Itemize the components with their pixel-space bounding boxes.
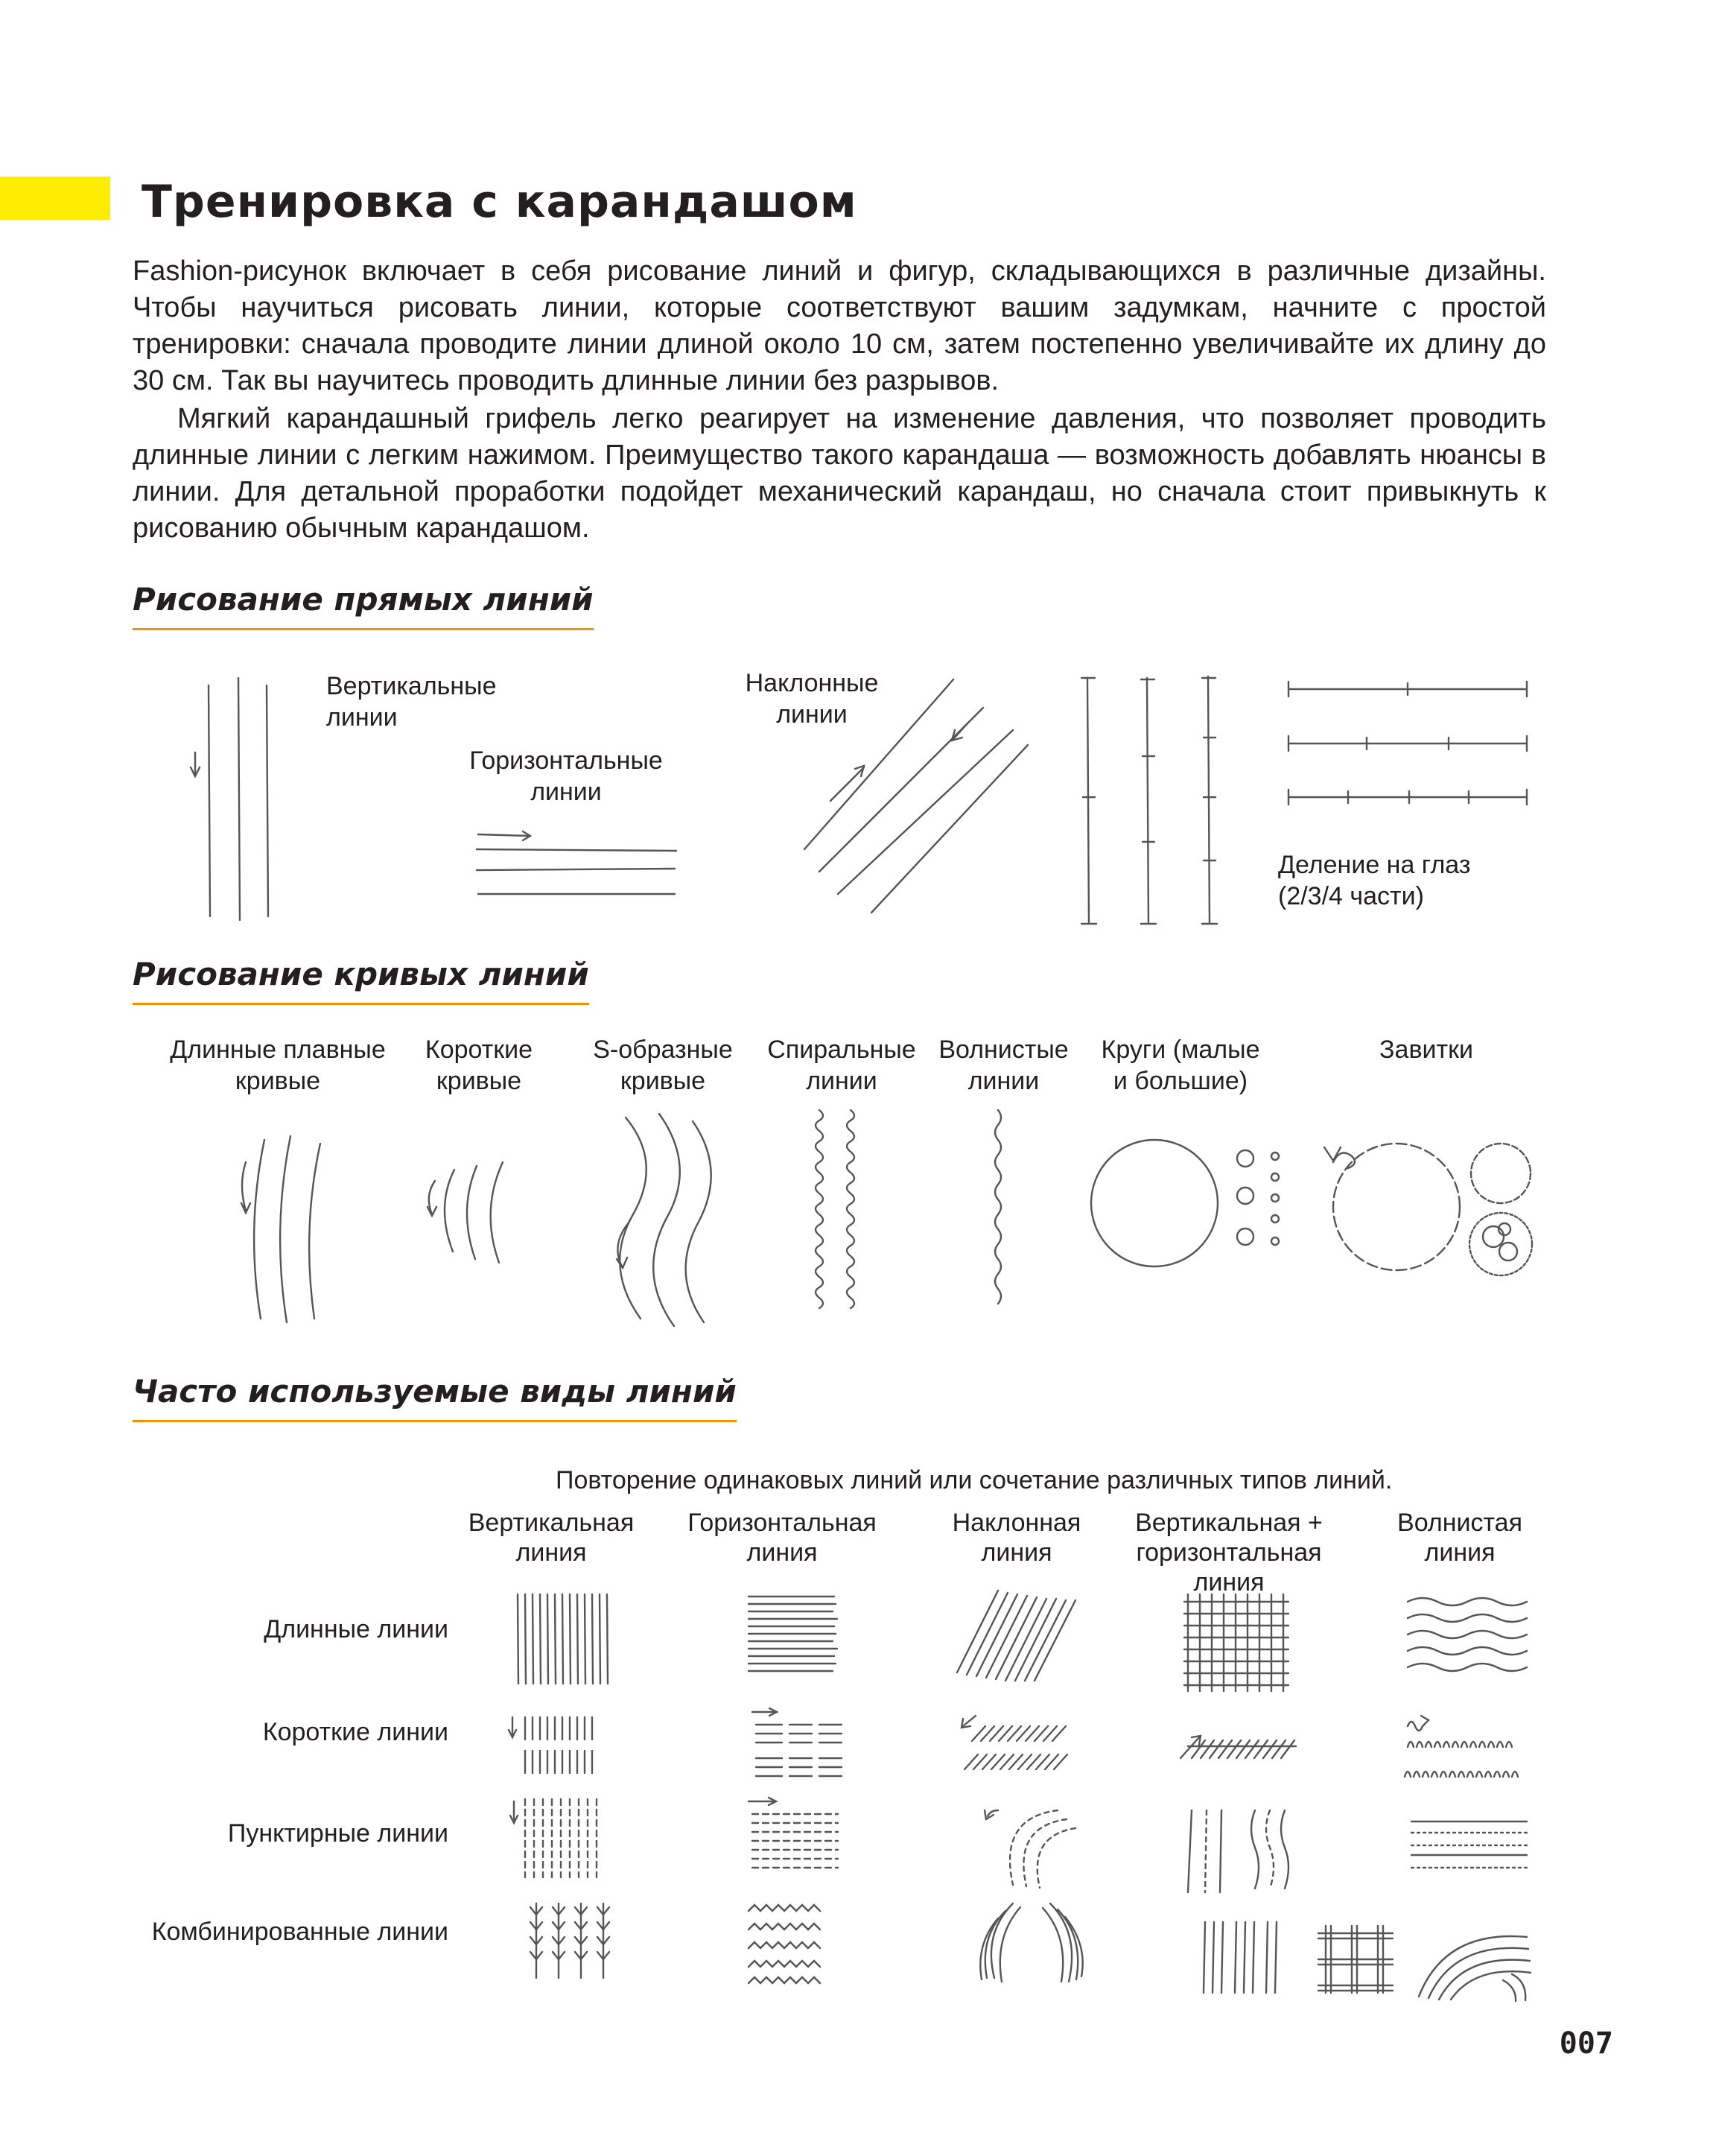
label-short-curves: Короткие кривые [425, 1036, 533, 1095]
curls-drawing [1311, 1125, 1542, 1289]
row-label-combined: Комбинированные линии [151, 1918, 448, 1946]
division-vertical-lines-drawing [1072, 670, 1236, 931]
pattern-combined-arcs [1415, 1922, 1534, 2004]
column-header-wavy: Волнистая линия [1397, 1509, 1522, 1567]
pattern-dotted-horizontal [745, 1795, 842, 1877]
label-wavy-lines: Волнистые линии [938, 1036, 1069, 1095]
intro-paragraph-2: Мягкий карандашный грифель легко реагирует на изменение давления, что позволяет проводить длинные линии с легким нажимом. Преимущество такого карандаша — возможность добавлять нюансы в линии. Для детальной проработки подойдет механический карандаш, но сначала стоит привыкнуть к рисованию обычным карандашом. [133, 403, 1546, 544]
label-s-curves: S-образные кривые [593, 1036, 733, 1095]
label-division: Деление на глаз (2/3/4 части) [1278, 851, 1471, 910]
pattern-short-vertical-horizontal [1177, 1728, 1303, 1773]
row-label-long: Длинные линии [264, 1615, 448, 1643]
pattern-long-vertical [514, 1591, 611, 1687]
wavy-lines-drawing [976, 1103, 1020, 1326]
label-curls: Завитки [1379, 1036, 1473, 1064]
s-curves-drawing [596, 1110, 730, 1334]
column-header-vertical: Вертикальная линия [468, 1509, 635, 1567]
pattern-combined-horizontal [745, 1900, 849, 1989]
short-curves-drawing [417, 1155, 536, 1266]
spiral-lines-drawing [804, 1103, 879, 1326]
page-number: 007 [1559, 2026, 1613, 2061]
vertical-lines-drawing [179, 670, 283, 924]
yellow-accent-bar [0, 177, 110, 220]
diagonal-lines-drawing [797, 670, 1035, 924]
pattern-long-horizontal [745, 1591, 842, 1680]
pattern-dotted-vertical-horizontal [1184, 1803, 1303, 1900]
pattern-combined-diagonal [968, 1896, 1095, 1993]
pattern-short-wavy [1400, 1710, 1531, 1784]
pattern-combined-plaid [1315, 1922, 1396, 1997]
row-label-short: Короткие линии [262, 1718, 448, 1746]
column-header-vertical-horizontal: Вертикальная + горизонтальная линия [1135, 1509, 1323, 1597]
pattern-combined-vertical [529, 1900, 626, 1982]
row-label-dotted: Пунктирные линии [227, 1819, 448, 1848]
long-curves-drawing [231, 1132, 335, 1326]
section-heading-straight: Рисование прямых линий [133, 581, 594, 630]
label-horizontal-lines: Горизонтальные линии [469, 746, 663, 806]
pattern-dotted-diagonal [968, 1795, 1080, 1892]
circles-drawing [1087, 1132, 1296, 1281]
pattern-combined-vertical-lines [1199, 1918, 1288, 2000]
pattern-dotted-vertical [510, 1795, 607, 1881]
pattern-dotted-wavy [1408, 1814, 1534, 1877]
section-heading-curves: Рисование кривых линий [133, 956, 589, 1005]
pattern-long-grid [1180, 1591, 1292, 1695]
pattern-long-wavy [1404, 1594, 1531, 1684]
page-title: Тренировка с карандашом [142, 176, 857, 228]
horizontal-lines-drawing [469, 819, 685, 916]
common-subtitle: Повторение одинаковых линий или сочетание различных типов линий. [556, 1466, 1393, 1494]
label-spiral-lines: Спиральные линии [767, 1036, 916, 1095]
label-circles: Круги (малые и большие) [1101, 1036, 1260, 1095]
section-heading-common: Часто используемые виды линий [133, 1373, 737, 1422]
pattern-long-diagonal [953, 1587, 1087, 1684]
division-horizontal-lines-drawing [1281, 670, 1542, 819]
intro-paragraph-1: Fashion-рисунок включает в себя рисование линий и фигур, складывающихся в различные дизайны. Чтобы научиться рисовать линии, которые соответствуют вашим задумкам, начните с простой тренировки: сначала проводите линии длиной около 10 см, затем постепенно увеличивайте их длину до 30 см. Так вы научитесь проводить длинные линии без разрывов. [133, 256, 1546, 396]
column-header-diagonal: Наклонная линия [952, 1509, 1081, 1567]
pattern-short-diagonal [957, 1710, 1091, 1777]
label-long-curves: Длинные плавные кривые [170, 1036, 386, 1095]
label-vertical-lines: Вертикальные линии [326, 672, 497, 732]
label-diagonal-lines: Наклонные линии [745, 669, 879, 729]
pattern-short-vertical [506, 1713, 611, 1781]
column-header-horizontal: Горизонтальная линия [687, 1509, 877, 1567]
pattern-short-horizontal [749, 1706, 845, 1788]
